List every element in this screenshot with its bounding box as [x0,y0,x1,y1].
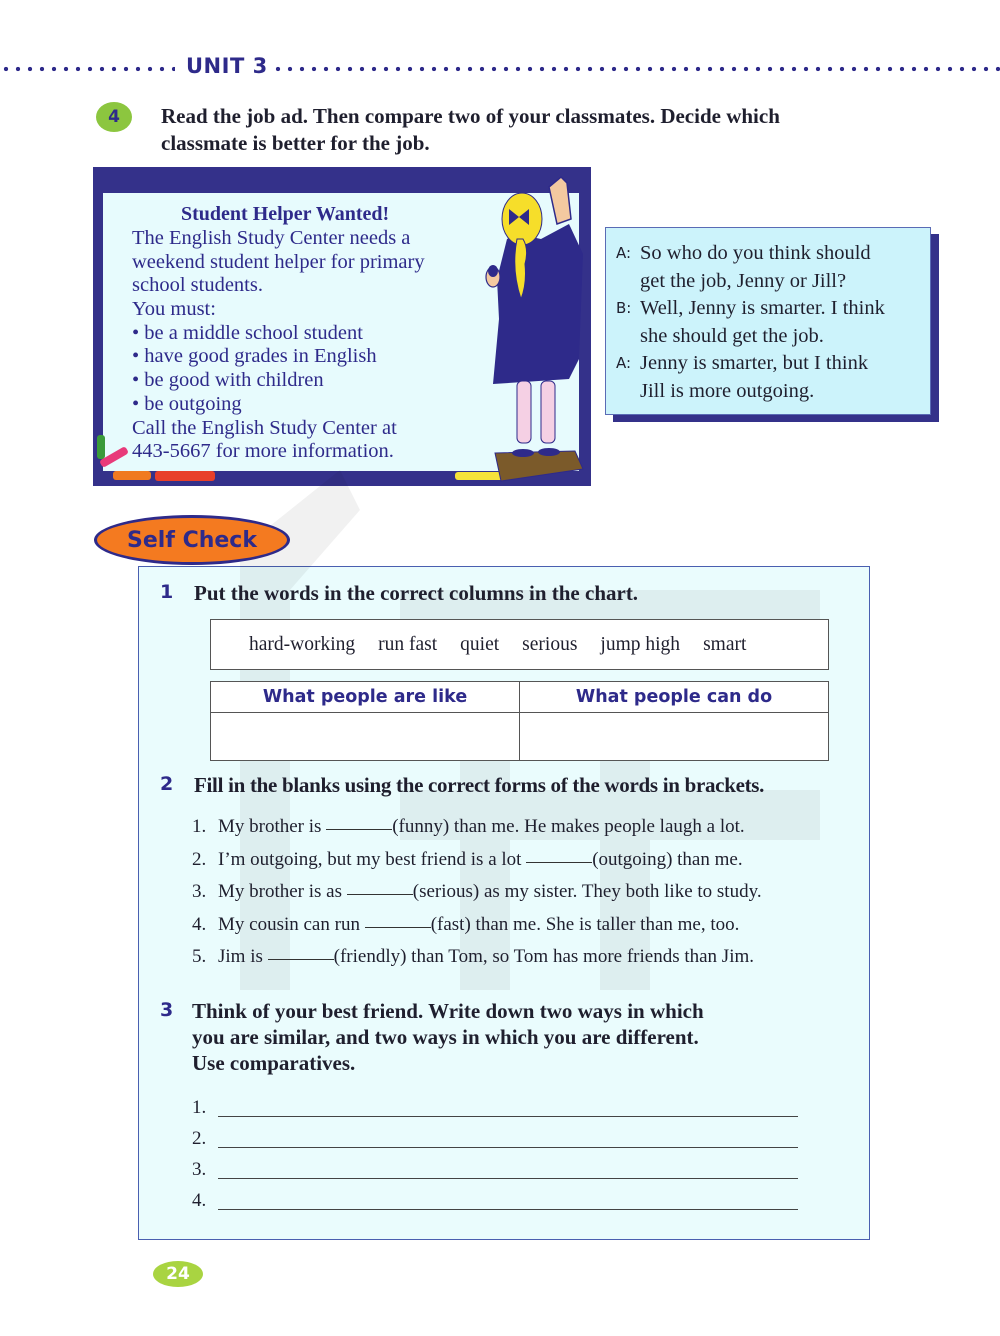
answer-blank[interactable] [365,909,431,928]
item-text-before: My cousin can run [218,913,360,935]
dialogue-text: So who do you think should [640,242,871,264]
dotted-rule-left [0,66,175,72]
fill-in-item [192,909,762,942]
ad-requirement: • be outgoing [132,392,242,415]
dialogue-text: Jenny is smarter, but I think [640,352,869,374]
item-text-after: (fast) than me. She is taller than me, too. [430,913,740,935]
fill-in-list [192,811,762,974]
item-number: 4. [192,1190,207,1211]
question-number: 2 [160,773,174,795]
column-header: What people can do [520,682,829,712]
speaker-label: B: [616,299,632,317]
dialogue-text: get the job, Jenny or Jill? [640,269,847,292]
answer-blank[interactable] [347,876,413,895]
fill-in-item [192,844,762,877]
unit-title: UNIT 3 [186,54,268,78]
answer-blank[interactable] [268,941,334,960]
item-number: 2. [192,1128,207,1149]
self-check-label: Self Check [94,515,290,565]
exercise-number-badge: 4 [96,102,132,132]
speaker-label: A: [616,354,632,372]
job-ad [93,167,591,486]
question-text-line: Use comparatives. [192,1051,356,1075]
word-bank-item: jump high [600,633,681,655]
item-number: 1. [192,1097,207,1118]
dialogue-line [616,323,930,351]
word-bank [210,619,829,670]
girl-at-chalkboard-illustration [479,169,589,484]
item-text-before: My brother is as [218,881,343,902]
word-bank-item: serious [522,633,578,655]
column-header: What people are like [211,682,520,712]
item-text-after: (serious) as my sister. They both like to study. [412,881,762,902]
item-text-before: Jim is [218,946,263,967]
answer-line[interactable] [218,1130,798,1148]
item-number: 1. [192,816,207,837]
dialogue-text: Jill is more outgoing. [640,379,815,402]
page-number: 24 [153,1261,203,1287]
word-bank-item: run fast [378,633,438,655]
question-text: Put the words in the correct columns in the chart. [194,581,639,605]
answer-line[interactable] [218,1192,798,1210]
answer-line-item [192,1088,798,1119]
question-number: 1 [160,581,174,603]
ad-body [132,227,425,464]
speaker-label: A: [616,244,632,262]
fill-in-item [192,941,762,974]
ad-line: Call the English Study Center at [132,416,397,439]
question-number: 3 [160,999,174,1021]
item-text-before: My brother is [218,816,322,837]
question-text-line: you are similar, and two ways in which you are different. [192,1025,699,1049]
dialogue-line [616,268,930,296]
item-number: 5. [192,946,207,967]
chalk-icon [97,435,105,459]
ad-line: You must: [132,298,216,321]
answer-line[interactable] [218,1099,798,1117]
item-number: 3. [192,1159,207,1180]
answer-line[interactable] [218,1161,798,1179]
answer-lines [192,1088,798,1212]
dialogue-line [616,240,930,268]
word-bank-item: smart [703,633,747,655]
dialogue-line [616,378,930,406]
item-text-after: (funny) than me. He makes people laugh a lot. [392,816,745,837]
dotted-rule-right [272,66,1000,72]
fill-in-item [192,876,762,909]
ad-requirement: • have good grades in English [132,345,377,368]
answer-line-item [192,1119,798,1150]
dialogue-line [616,295,930,323]
dialogue-line [616,350,930,378]
item-number: 2. [192,848,207,870]
ad-line: The English Study Center needs a [132,227,411,249]
sorting-table [211,682,828,760]
answer-cell[interactable] [211,712,520,760]
word-bank-item: quiet [460,633,500,655]
item-text-before: I’m outgoing, but my best friend is a lot [218,848,522,870]
exercise-instruction [161,103,921,157]
ad-requirement: • be a middle school student [132,321,363,344]
item-text-after: (friendly) than Tom, so Tom has more friends than Jim. [333,946,754,967]
ad-line: school students. [132,274,263,297]
question-text [192,998,704,1076]
ad-title: Student Helper Wanted! [181,203,390,225]
instruction-line: classmate is better for the job. [161,131,430,155]
ad-line: weekend student helper for primary [132,250,425,273]
answer-line-item [192,1150,798,1181]
unit-header [0,52,1000,82]
dialogue-text: Well, Jenny is smarter. I think [640,297,885,319]
word-bank-item: hard-working [249,633,356,655]
answer-cell[interactable] [520,712,829,760]
instruction-line: Read the job ad. Then compare two of your classmates. Decide which [161,104,780,128]
answer-blank[interactable] [526,844,592,863]
ad-requirement: • be good with children [132,369,324,392]
item-text-after: (outgoing) than me. [592,848,743,870]
fill-in-item [192,811,762,844]
chalk-icon [155,471,215,481]
dialogue-box [605,227,931,415]
item-number: 3. [192,881,207,902]
ad-line: 443-5667 for more information. [132,440,394,463]
answer-line-item [192,1181,798,1212]
dialogue-text: she should get the job. [640,324,824,347]
question-text: Fill in the blanks using the correct forms of the words in brackets. [194,773,765,797]
answer-blank[interactable] [326,811,392,830]
question-text-line: Think of your best friend. Write down two ways in which [192,999,704,1023]
item-number: 4. [192,913,207,935]
chalk-icon [113,471,151,480]
sorting-chart [210,681,829,761]
